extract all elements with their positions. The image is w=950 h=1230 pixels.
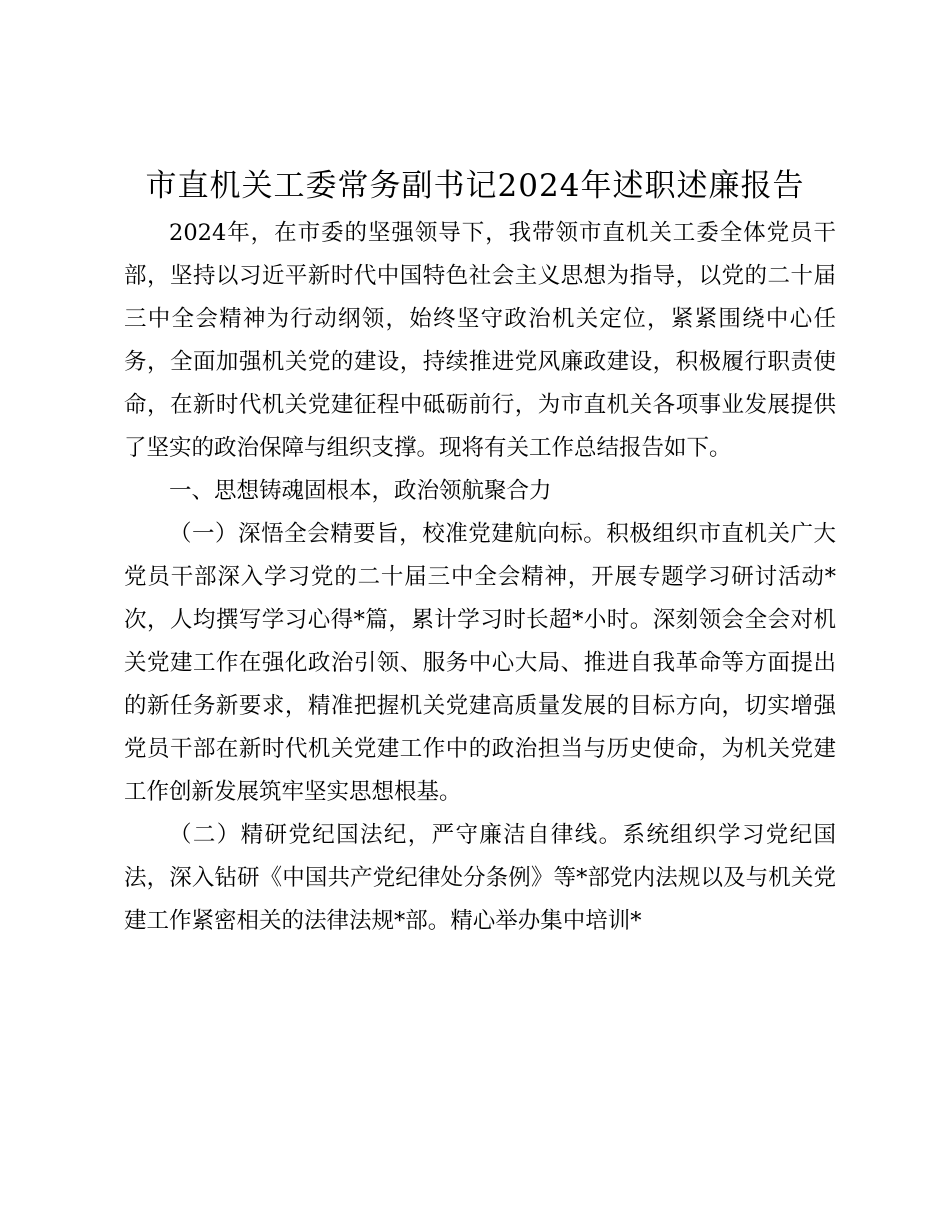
document-title: 市直机关工委常务副书记2024年述职述廉报告 [145, 168, 805, 204]
document-body [124, 212, 836, 943]
subsection-paragraph: （一）深悟全会精要旨，校准党建航向标。积极组织市直机关广大党员干部深入学习党的二十届三中全会精神，开展专题学习研讨活动*次，人均撰写学习心得*篇，累计学习时长超*小时。深刻领会全会对机关党建工作在强化政治引领、服务中心大局、推进自我革命等方面提出的新任务新要求，精准把握机关党建高质量发展的目标方向，切实增强党员干部在新时代机关党建工作中的政治担当与历史使命，为机关党建工作创新发展筑牢坚实思想根基。 [124, 521, 836, 805]
intro-paragraph: 2024年，在市委的坚强领导下，我带领市直机关工委全体党员干部，坚持以习近平新时代中国特色社会主义思想为指导，以党的二十届三中全会精神为行动纲领，始终坚守政治机关定位，紧紧围绕中心任务，全面加强机关党的建设，持续推进党风廉政建设，积极履行职责使命，在新时代机关党建征程中砥砺前行，为市直机关各项事业发展提供了坚实的政治保障与组织支撑。现将有关工作总结报告如下。 [124, 220, 836, 461]
subsection-paragraph: （二）精研党纪国法纪，严守廉洁自律线。系统组织学习党纪国法，深入钻研《中国共产党纪律处分条例》等*部党内法规以及与机关党建工作紧密相关的法律法规*部。精心举办集中培训* [124, 822, 836, 934]
section-heading: 一、思想铸魂固根本，政治领航聚合力 [169, 478, 552, 504]
